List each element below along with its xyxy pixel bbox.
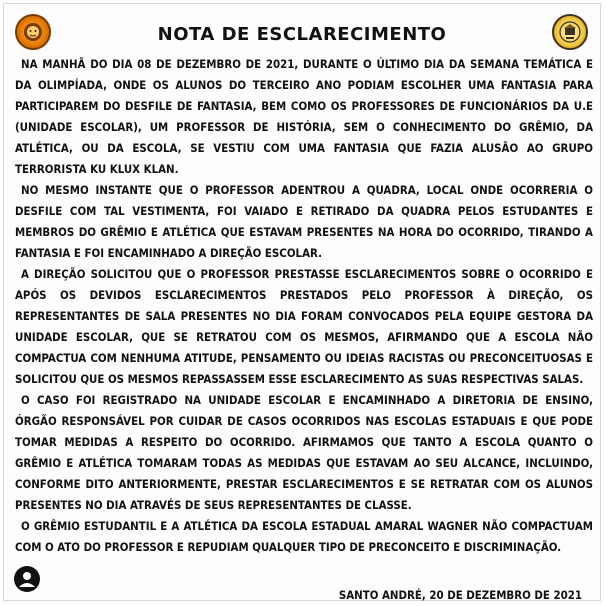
instagram-user-icon[interactable] xyxy=(14,566,40,592)
paragraph: A DIREÇÃO SOLICITOU QUE O PROFESSOR PRESTASSE ESCLARECIMENTOS SOBRE O OCORRIDO E APÓS OS DEVIDOS ESCLARECIMENTOS PRESTADOS PELO PROFESSOR À DIREÇÃO, OS REPRESENTANTES DE SALA PRESENTES NO DIA FORAM CONVOCADOS PELA EQUIPE GESTORA DA UNIDADE ESCOLAR, QUE SE RETRATOU COM OS MESMOS, AFIRMANDO QUE A ESCOLA NÃO COMPACTUA COM NENHUMA ATITUDE, PENSAMENTO OU IDEIAS RACISTAS OU PRECONCEITUOSAS E SOLICITOU QUE OS MESMOS REPASSASSEM ESSE ESCLARECIMENTO AS SUAS RESPECTIVAS SALAS. xyxy=(15,267,593,386)
paragraph: NA MANHÃ DO DIA 08 DE DEZEMBRO DE 2021, DURANTE O ÚLTIMO DIA DA SEMANA TEMÁTICA E DA OLIMPÍADA, ONDE OS ALUNOS DO TERCEIRO ANO PODIAM ESCOLHER UMA FANTASIA PARA PARTICIPAREM DO DESFILE DE FANTASIA, BEM COMO OS PROFESSORES DE FUNCIONÁRIOS DA U.E (UNIDADE ESCOLAR), UM PROFESSOR DE HISTÓRIA, SEM O CONHECIMENTO DO GRÊMIO, DA ATLÉTICA, OU DA ESCOLA, SE VESTIU COM UMA FANTASIA QUE FAZIA ALUSÃO AO GRUPO TERRORISTA KU KLUX KLAN. xyxy=(15,57,593,176)
signature-date: SANTO ANDRÉ, 20 DE DEZEMBRO DE 2021 xyxy=(338,588,582,602)
note-card xyxy=(3,3,601,601)
paragraph: NO MESMO INSTANTE QUE O PROFESSOR ADENTROU A QUADRA, LOCAL ONDE OCORRERIA O DESFILE COM TAL VESTIMENTA, FOI VAIADO E RETIRADO DA QUADRA PELOS ESTUDANTES E MEMBROS DO GRÊMIO E ATLÉTICA QUE ESTAVAM PRESENTES NA HORA DO OCORRIDO, TIRANDO A FANTASIA E FOI ENCAMINHADO A DIREÇÃO ESCOLAR. xyxy=(15,183,593,260)
paragraph: O GRÊMIO ESTUDANTIL E A ATLÉTICA DA ESCOLA ESTADUAL AMARAL WAGNER NÃO COMPACTUAM COM O ATO DO PROFESSOR E REPUDIAM QUALQUER TIPO DE PRECONCEITO E DISCRIMINAÇÃO. xyxy=(15,519,593,554)
paragraph: O CASO FOI REGISTRADO NA UNIDADE ESCOLAR E ENCAMINHADO A DIRETORIA DE ENSINO, ÓRGÃO RESPONSÁVEL POR CUIDAR DE CASOS OCORRIDOS NAS ESCOLAS ESTADUAIS E QUE PODE TOMAR MEDIDAS A RESPEITO DO OCORRIDO. AFIRMAMOS QUE TANTO A ESCOLA QUANTO O GRÊMIO E ATLÉTICA TOMARAM TODAS AS MEDIDAS QUE ESTAVAM AO SEU ALCANCE, INCLUINDO, CONFORME DITO ANTERIORMENTE, PRESTAR ESCLARECIMENTOS E SE RETRATAR COM OS ALUNOS PRESENTES NO DIA ATRAVÉS DE SEUS REPRESENTANTES DE CLASSE. xyxy=(15,393,593,512)
page-title: NOTA DE ESCLARECIMENTO xyxy=(157,24,447,45)
note-body xyxy=(15,54,593,558)
school-emblem-logo xyxy=(552,14,588,50)
